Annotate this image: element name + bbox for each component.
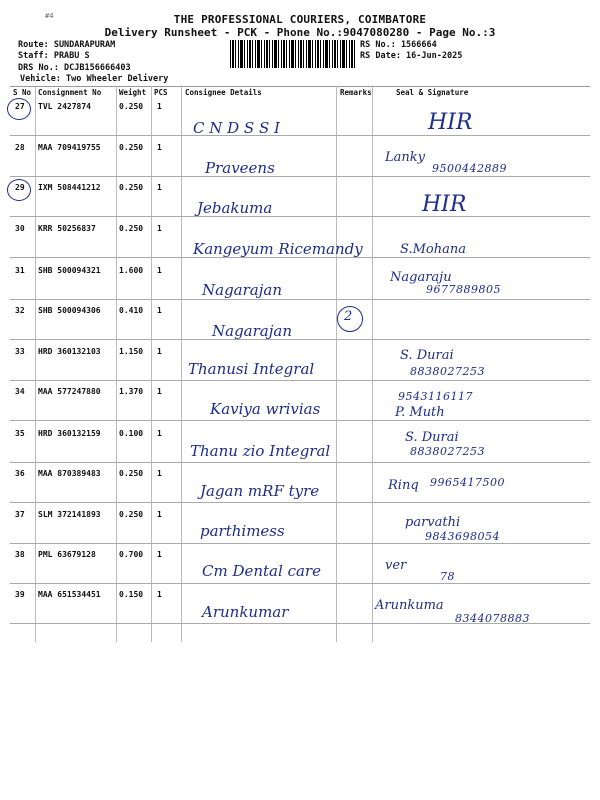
row-consignment-no: PML 63679128 bbox=[38, 550, 96, 559]
row-consignee-handwritten: Arunkumar bbox=[202, 603, 289, 621]
col-header-weight: Weight bbox=[119, 88, 147, 97]
row-pcs: 1 bbox=[157, 266, 162, 275]
row-separator bbox=[10, 502, 590, 503]
row-weight: 1.600 bbox=[119, 266, 144, 275]
row-signature: HIR bbox=[428, 110, 473, 135]
row-pcs: 1 bbox=[157, 510, 162, 519]
row-consignee-handwritten: Jagan mRF tyre bbox=[200, 482, 320, 500]
row-weight: 0.250 bbox=[119, 510, 144, 519]
row-consignment-no: MAA 870389483 bbox=[38, 469, 101, 478]
col-header-consignment: Consignment No bbox=[38, 88, 102, 97]
row-signature: Arunkuma bbox=[375, 598, 444, 613]
column-divider bbox=[151, 86, 152, 642]
barcode-image bbox=[230, 40, 356, 68]
corner-mark: #4 bbox=[45, 12, 54, 20]
row-pcs: 1 bbox=[157, 590, 162, 599]
route-label: Route: SUNDARAPURAM bbox=[18, 40, 116, 50]
sno-circle-mark bbox=[7, 98, 31, 120]
column-divider bbox=[116, 86, 117, 642]
row-consignee-handwritten: Jebakuma bbox=[197, 199, 273, 217]
row-signature: Nagaraju bbox=[390, 270, 452, 285]
row-signature: P. Muth bbox=[395, 405, 445, 420]
row-phone-handwritten: 9677889805 bbox=[426, 283, 501, 296]
col-header-sno: S No bbox=[13, 88, 32, 97]
row-consignment-no: MAA 709419755 bbox=[38, 143, 101, 152]
row-consignee-handwritten: Kangeyum Ricemandy bbox=[193, 240, 363, 258]
row-weight: 0.150 bbox=[119, 590, 144, 599]
row-pcs: 1 bbox=[157, 224, 162, 233]
row-consignee-handwritten: Praveens bbox=[205, 159, 275, 177]
row-consignment-no: MAA 651534451 bbox=[38, 590, 101, 599]
row-separator bbox=[10, 176, 590, 177]
row-consignment-no: HRD 360132159 bbox=[38, 429, 101, 438]
row-signature: S.Mohana bbox=[400, 242, 466, 257]
circled-count-value: 2 bbox=[344, 309, 353, 324]
column-divider bbox=[336, 86, 337, 642]
row-signature: S. Durai bbox=[400, 348, 454, 363]
row-phone-handwritten: 78 bbox=[440, 570, 455, 583]
row-consignee-handwritten: Nagarajan bbox=[202, 281, 282, 299]
row-sno: 31 bbox=[15, 266, 25, 275]
row-consignee-handwritten: parthimess bbox=[200, 522, 285, 540]
row-weight: 0.250 bbox=[119, 469, 144, 478]
row-consignment-no: SLM 372141893 bbox=[38, 510, 101, 519]
row-consignment-no: MAA 577247880 bbox=[38, 387, 101, 396]
row-sno: 33 bbox=[15, 347, 25, 356]
row-pcs: 1 bbox=[157, 550, 162, 559]
row-pcs: 1 bbox=[157, 306, 162, 315]
row-consignee-handwritten: Kaviya wrivias bbox=[210, 400, 321, 418]
row-signature: parvathi bbox=[405, 515, 461, 530]
row-signature: Rinq bbox=[388, 478, 419, 493]
row-weight: 0.100 bbox=[119, 429, 144, 438]
row-phone-handwritten: 9500442889 bbox=[432, 162, 507, 175]
row-consignee-handwritten: Nagarajan bbox=[212, 322, 292, 340]
row-separator bbox=[10, 339, 590, 340]
row-weight: 0.250 bbox=[119, 183, 144, 192]
row-pcs: 1 bbox=[157, 347, 162, 356]
row-weight: 0.700 bbox=[119, 550, 144, 559]
row-signature: Lanky bbox=[385, 150, 425, 165]
sno-circle-mark bbox=[7, 179, 31, 201]
vehicle-label: Vehicle: Two Wheeler Delivery bbox=[20, 74, 169, 84]
col-header-signature: Seal & Signature bbox=[396, 88, 469, 97]
row-weight: 0.250 bbox=[119, 143, 144, 152]
row-consignee-handwritten: Thanu zio Integral bbox=[190, 442, 331, 460]
row-sno: 27 bbox=[15, 102, 25, 111]
row-pcs: 1 bbox=[157, 143, 162, 152]
row-weight: 0.250 bbox=[119, 224, 144, 233]
col-header-pcs: PCS bbox=[154, 88, 168, 97]
staff-label: Staff: PRABU S bbox=[18, 51, 90, 61]
row-sno: 34 bbox=[15, 387, 25, 396]
row-consignee-handwritten: Cm Dental care bbox=[202, 562, 321, 580]
column-divider bbox=[372, 86, 373, 642]
row-consignment-no: SHB 500094306 bbox=[38, 306, 101, 315]
row-sno: 38 bbox=[15, 550, 25, 559]
row-phone-handwritten: 9965417500 bbox=[430, 476, 505, 489]
row-separator bbox=[10, 135, 590, 136]
row-pcs: 1 bbox=[157, 183, 162, 192]
col-header-remarks: Remarks bbox=[340, 88, 372, 97]
row-phone-handwritten: 8838027253 bbox=[410, 445, 485, 458]
row-consignment-no: IXM 508441212 bbox=[38, 183, 101, 192]
row-signature: ver bbox=[385, 558, 407, 573]
row-pcs: 1 bbox=[157, 429, 162, 438]
drs-label: DRS No.: DCJB156666403 bbox=[18, 63, 131, 73]
row-consignee-handwritten: Thanusi Integral bbox=[188, 360, 315, 378]
row-phone-handwritten: 8838027253 bbox=[410, 365, 485, 378]
row-sno: 37 bbox=[15, 510, 25, 519]
row-pcs: 1 bbox=[157, 469, 162, 478]
row-separator bbox=[10, 299, 590, 300]
row-weight: 0.410 bbox=[119, 306, 144, 315]
row-sno: 30 bbox=[15, 224, 25, 233]
row-signature: S. Durai bbox=[405, 430, 459, 445]
runsheet-subtitle: Delivery Runsheet - PCK - Phone No.:9047080280 - Page No.:3 bbox=[104, 26, 496, 39]
row-phone-handwritten: 8344078883 bbox=[455, 612, 530, 625]
row-pcs: 1 bbox=[157, 387, 162, 396]
row-consignment-no: HRD 360132103 bbox=[38, 347, 101, 356]
row-phone-handwritten: 9843698054 bbox=[425, 530, 500, 543]
col-header-consignee: Consignee Details bbox=[185, 88, 262, 97]
row-separator bbox=[10, 420, 590, 421]
row-phone-handwritten: 9543116117 bbox=[398, 390, 473, 403]
row-weight: 0.250 bbox=[119, 102, 144, 111]
row-sno: 29 bbox=[15, 183, 25, 192]
row-sno: 36 bbox=[15, 469, 25, 478]
row-consignment-no: KRR 50256837 bbox=[38, 224, 96, 233]
row-weight: 1.370 bbox=[119, 387, 144, 396]
row-weight: 1.150 bbox=[119, 347, 144, 356]
row-sno: 32 bbox=[15, 306, 25, 315]
rs-no-label: RS No.: 1566664 bbox=[360, 40, 437, 50]
row-signature: HIR bbox=[422, 192, 467, 217]
row-separator bbox=[10, 543, 590, 544]
row-separator bbox=[10, 380, 590, 381]
row-sno: 28 bbox=[15, 143, 25, 152]
row-sno: 35 bbox=[15, 429, 25, 438]
row-separator bbox=[10, 583, 590, 584]
row-sno: 39 bbox=[15, 590, 25, 599]
table-top-rule bbox=[10, 86, 590, 87]
rs-date-label: RS Date: 16-Jun-2025 bbox=[360, 51, 463, 61]
row-consignee-handwritten: C N D S S I bbox=[193, 119, 280, 137]
row-separator bbox=[10, 216, 590, 217]
row-consignment-no: SHB 500094321 bbox=[38, 266, 101, 275]
column-divider bbox=[181, 86, 182, 642]
column-divider bbox=[35, 86, 36, 642]
row-consignment-no: TVL 2427874 bbox=[38, 102, 91, 111]
company-title: THE PROFESSIONAL COURIERS, COIMBATORE bbox=[173, 13, 427, 26]
row-pcs: 1 bbox=[157, 102, 162, 111]
row-separator bbox=[10, 462, 590, 463]
